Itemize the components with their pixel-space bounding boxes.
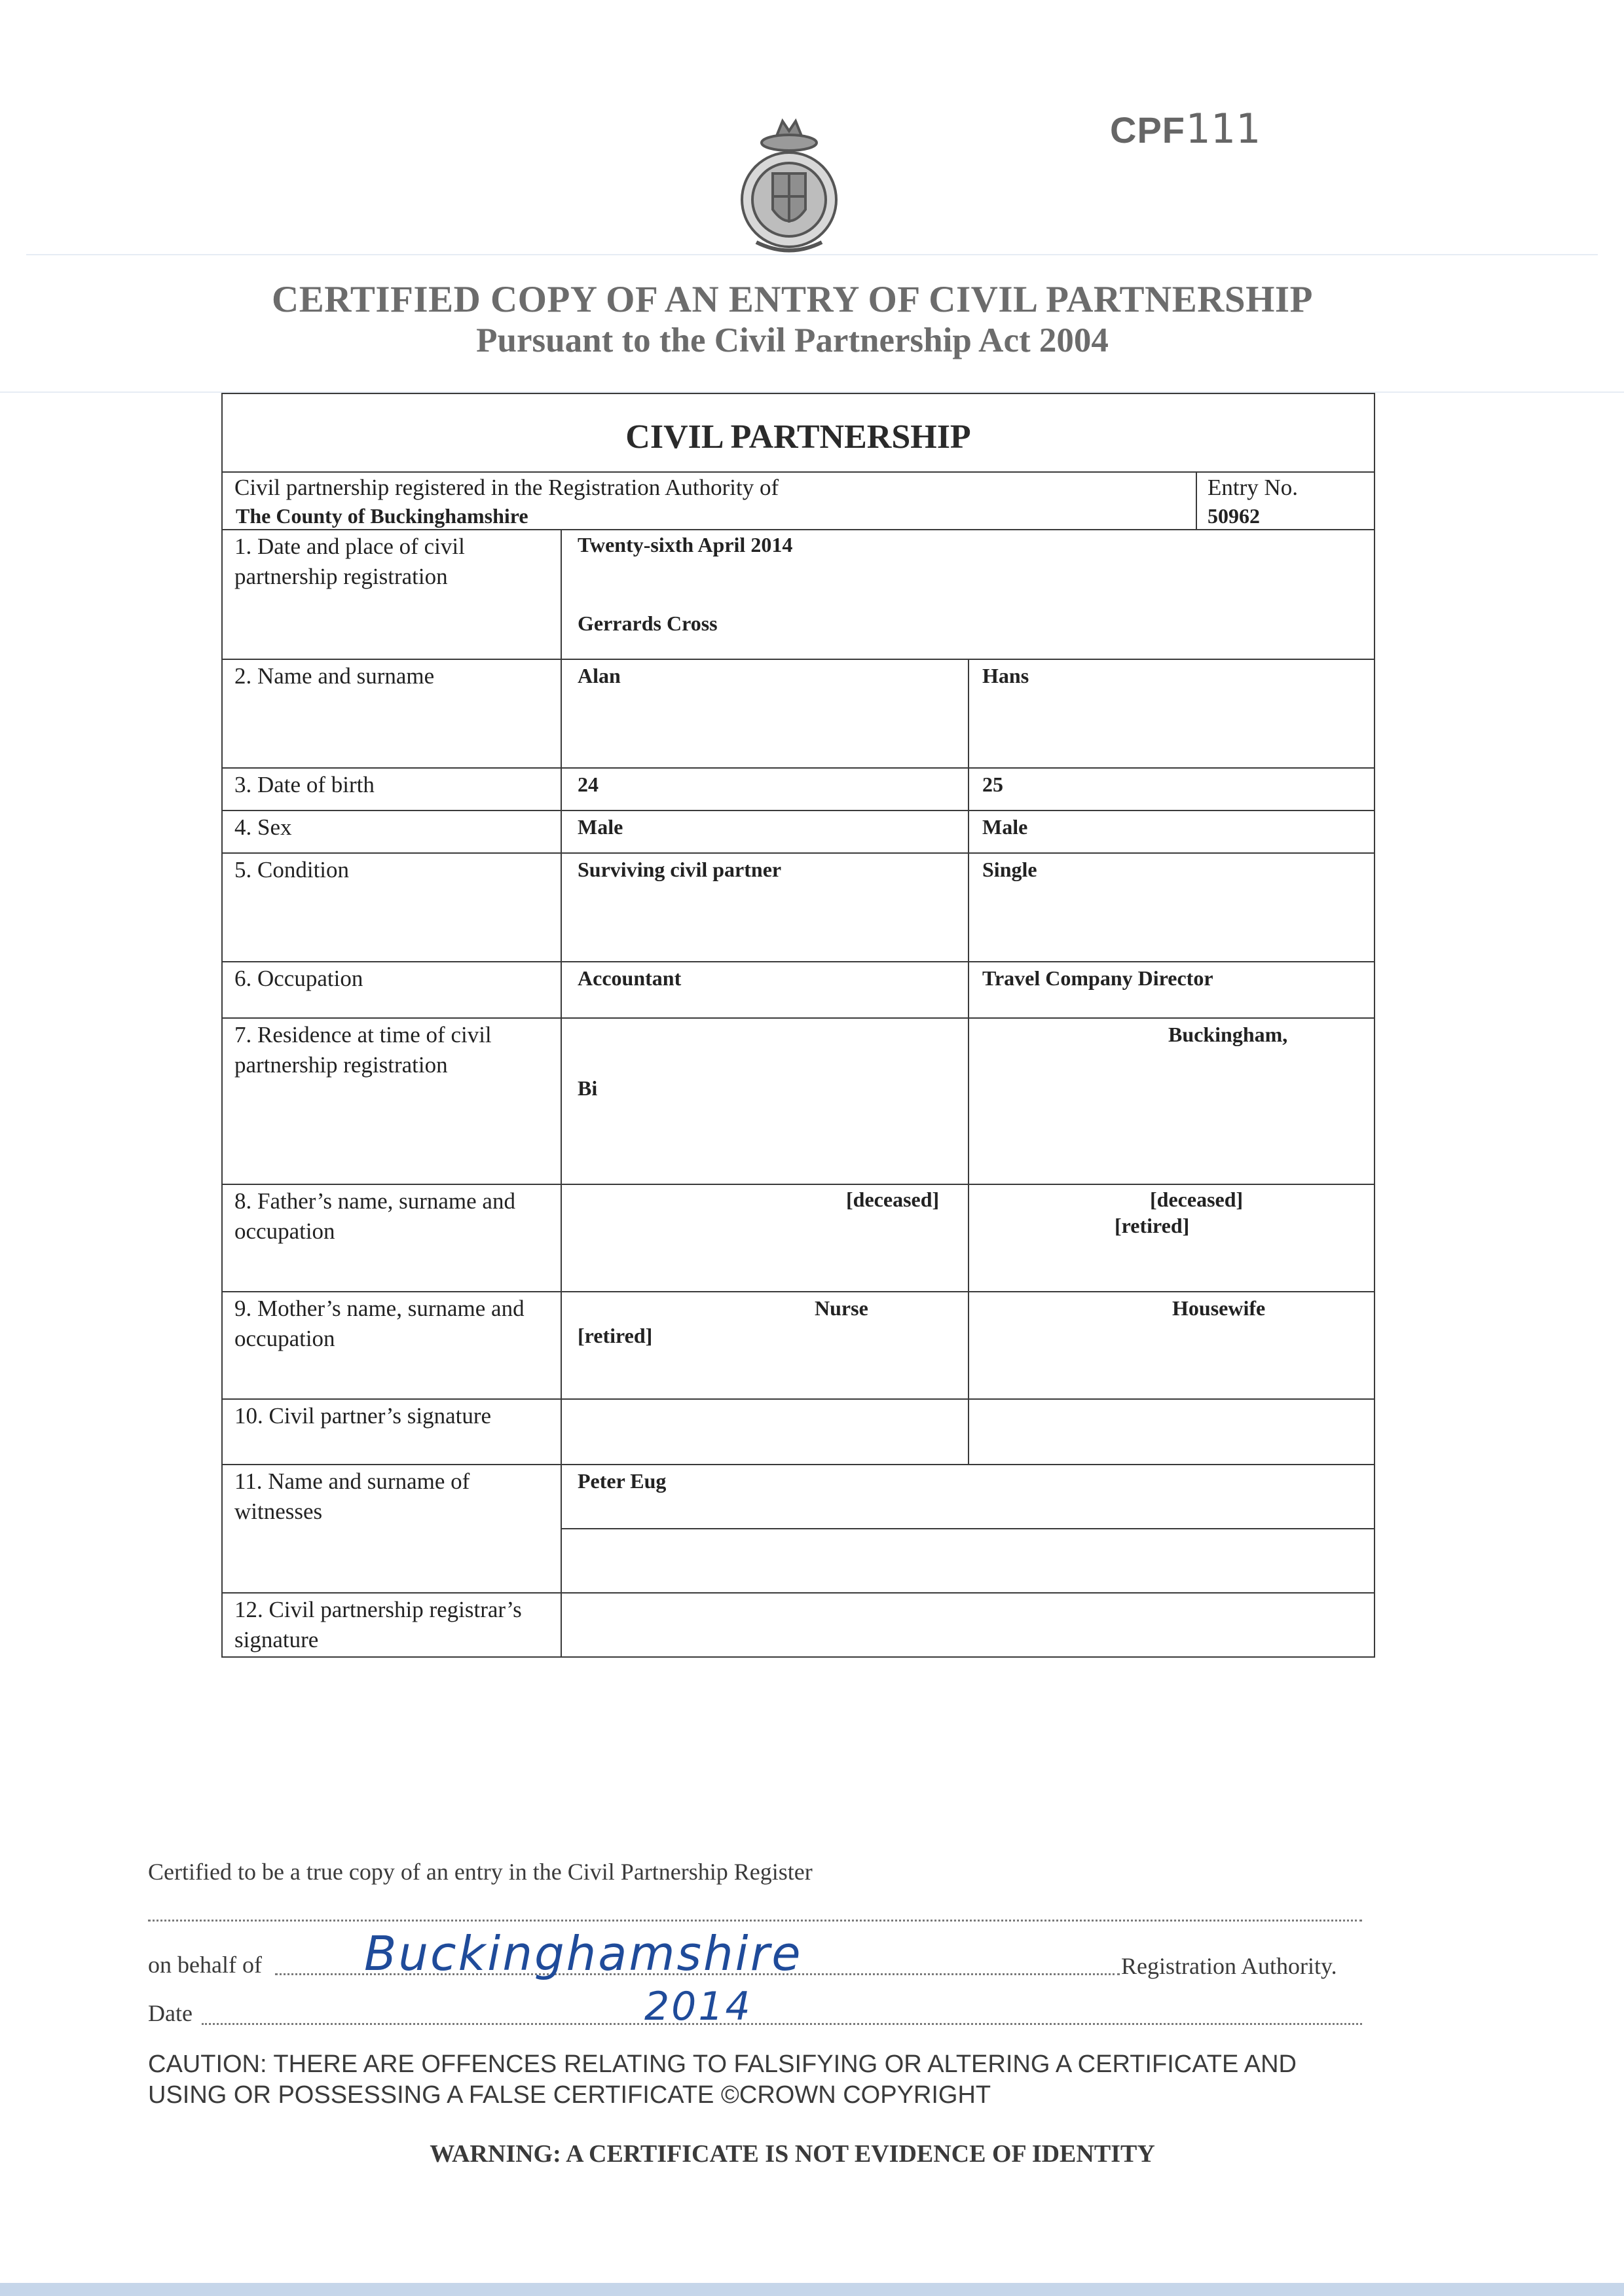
row-9-partner-a: Nurse [815,1296,868,1320]
row-4-partner-b: Male [982,815,1028,839]
entry-value: 50962 [1208,504,1260,528]
form-code-number: 111 [1185,105,1261,153]
row-5-label: 5. Condition [234,857,350,883]
row-8-partner-b: [deceased] [1150,1188,1244,1211]
caution-line-1: CAUTION: THERE ARE OFFENCES RELATING TO FALSIFYING OR ALTERING A CERTIFICATE AND [148,2050,1297,2078]
divider [221,810,1375,811]
row-4-label: 4. Sex [234,814,292,840]
row-6-partner-b: Travel Company Director [982,966,1213,990]
row-1-label: 1. Date and place of civil partnership registration [234,534,465,589]
divider [221,852,1375,854]
date-label: Date [148,2000,193,2026]
authority-label: Civil partnership registered in the Registration Authority of [234,475,779,500]
divider [221,1592,1375,1594]
behalf-handwritten: Buckinghamshire [364,1926,803,1981]
divider [221,659,1375,660]
row-6-partner-a: Accountant [578,966,682,990]
divider [221,1184,1375,1185]
divider [221,1464,1375,1465]
row-7-partner-b: Buckingham, [1168,1023,1288,1046]
row-3-partner-b: 25 [982,773,1003,796]
authority-value: The County of Buckinghamshire [236,504,528,528]
row-9-partner-a-status: [retired] [578,1324,653,1347]
form-code-prefix: CPF [1110,109,1185,151]
divider [221,1017,1375,1019]
divider [221,961,1375,962]
row-2-partner-b: Hans [982,664,1029,687]
scan-artifact [26,254,1598,255]
form-code [1110,105,1261,153]
row-3-label: 3. Date of birth [234,772,375,797]
row-5-partner-b: Single [982,858,1037,881]
row-2-label: 2. Name and surname [234,663,435,689]
dotted-line [202,2023,1362,2025]
row-2-partner-a: Alan [578,664,621,687]
document-subtitle: Pursuant to the Civil Partnership Act 2004 [476,321,1109,359]
divider [221,529,1375,530]
row-8-partner-b-status: [retired] [1115,1214,1190,1237]
divider [561,529,562,1658]
row-6-label: 6. Occupation [234,966,363,991]
row-1-date: Twenty-sixth April 2014 [578,533,793,556]
dotted-line [148,1920,1362,1922]
warning-text: WARNING: A CERTIFICATE IS NOT EVIDENCE OF IDENTITY [430,2140,1155,2168]
row-1-place: Gerrards Cross [578,611,718,635]
on-behalf-label: on behalf of [148,1952,262,1978]
row-10-label: 10. Civil partner’s signature [234,1403,492,1429]
registration-authority: Registration Authority. [1121,1953,1337,1979]
document-title: CERTIFIED COPY OF AN ENTRY OF CIVIL PARTNERSHIP [272,279,1313,320]
row-8-partner-a: [deceased] [846,1188,940,1211]
scan-edge [0,2283,1624,2296]
table-heading: CIVIL PARTNERSHIP [625,418,971,456]
divider [221,767,1375,769]
row-5-partner-a: Surviving civil partner [578,858,782,881]
divider [221,1291,1375,1292]
row-7-partner-a: Bi [578,1076,598,1100]
entry-label: Entry No. [1208,475,1299,500]
divider [221,1398,1375,1400]
row-9-label: 9. Mother’s name, surname and occupation [234,1296,525,1351]
row-3-partner-a: 24 [578,773,599,796]
divider [968,659,969,1464]
date-handwritten: 2014 [644,1984,752,2030]
royal-crest-icon [737,111,841,262]
row-4-partner-a: Male [578,815,623,839]
certified-text: Certified to be a true copy of an entry in the Civil Partnership Register [148,1859,813,1885]
divider [1196,471,1197,529]
row-12-label: 12. Civil partnership registrar’s signature [234,1597,522,1652]
row-11-witness-1: Peter Eug [578,1469,667,1493]
row-9-partner-b: Housewife [1172,1296,1266,1320]
caution-line-2: USING OR POSSESSING A FALSE CERTIFICATE ©CROWN COPYRIGHT [148,2081,991,2109]
row-8-label: 8. Father’s name, surname and occupation [234,1188,515,1244]
divider [561,1528,1375,1529]
row-11-label: 11. Name and surname of witnesses [234,1468,470,1524]
row-7-label: 7. Residence at time of civil partnership registration [234,1022,492,1078]
